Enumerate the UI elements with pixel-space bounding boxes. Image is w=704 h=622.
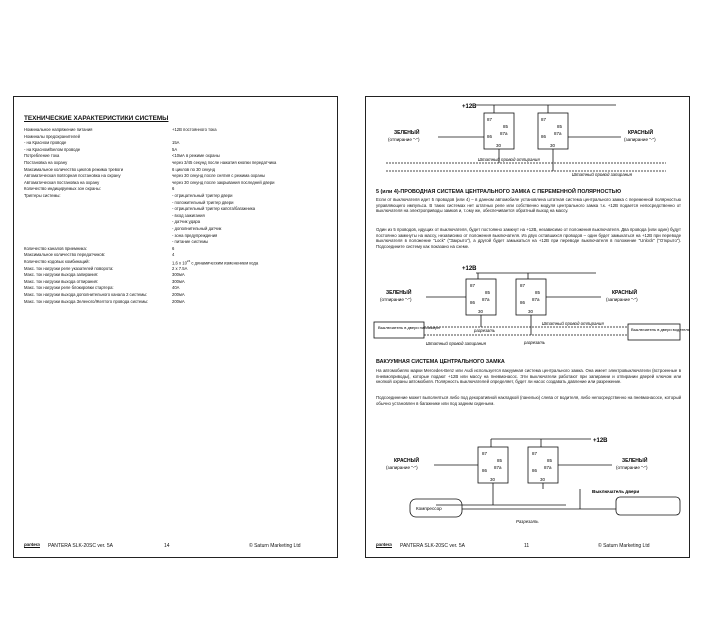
spec-value-text: 5А <box>172 146 178 152</box>
green-sub-label-3: (отпирание "-") <box>616 465 648 470</box>
spec-value-text: +12В постоянного тока <box>172 127 217 132</box>
spec-label: Макс. ток нагрузки выхода запирания: <box>24 272 99 278</box>
driver-switch-label: Выключатель в двери водителя <box>631 327 690 332</box>
footer-logo: pantera <box>24 542 40 547</box>
spec-label: Макс. ток нагрузки реле блокировки стартера: <box>24 285 114 291</box>
section1-paragraph-1: Если от выключателя идет 5 проводов (или 4) – в данном автомобиле установлена штатная система центрального замка с переменной полярностью управляющего импульса. В таких системах нет штатных реле или собственно модуля центрального замка т.к. +12В подается непосредственно от выключателя на электроприводы замков и, т.ому же, обеспечивается обратный выход на массу. <box>376 197 681 214</box>
spec-label: Потребление тока <box>24 153 60 159</box>
red-sub-label-2: (запирание "-") <box>606 297 638 302</box>
pin-86-c: 86 <box>470 300 476 305</box>
spec-label: Автоматическая повторная постановка на охрану <box>24 173 121 179</box>
spec-value <box>172 193 233 198</box>
cut-label-2: разрезать <box>524 340 546 345</box>
trigger-item: - датчик удара <box>172 219 201 225</box>
trigger-item: - зона предупреждения <box>172 232 218 238</box>
left-page <box>13 96 338 558</box>
lock-wire-label-2: Штатный провод запирания <box>426 341 486 346</box>
plus12-label-2: +12В <box>462 266 477 272</box>
spec-label: Максимальное количество передатчиков: <box>24 252 106 258</box>
spec-value <box>172 180 275 185</box>
spec-label: Автоматическая постановка на охрану <box>24 179 100 185</box>
red-label-2: КРАСНЫЙ <box>612 290 638 296</box>
green-sub-label-2: (отпирание "-") <box>380 297 412 302</box>
spec-value-text: - отрицательный триггер двери <box>172 193 233 198</box>
pin-85-d: 85 <box>535 290 541 295</box>
spec-label: Номинальное напряжение питания <box>24 127 93 132</box>
lock-wire-label: Штатный провод запирания <box>572 172 632 177</box>
spec-label: Макс. ток нагрузки выхода дополнительного канала 2 системы: <box>24 292 148 297</box>
spec-label: Макс. ток нагрузки выхода Зеленого/Желтого провода системы: <box>24 298 149 304</box>
unlock-wire-label: Штатный провод отпирания <box>478 157 540 162</box>
spec-value-text: 1,6 x 10 <box>172 260 187 266</box>
red-sub-label-3: (запирание "-") <box>386 465 418 470</box>
compressor-label: Компрессор <box>416 506 442 511</box>
pin-85: 85 <box>503 124 509 129</box>
pin-87a-f: 87a <box>544 465 552 470</box>
pin-85-e: 85 <box>497 458 503 463</box>
right-page <box>365 96 690 558</box>
spec-value <box>172 140 179 145</box>
pin-87-e: 87 <box>482 451 488 456</box>
spec-value <box>172 272 185 277</box>
pin-30-d: 30 <box>528 309 534 314</box>
pin-86-d: 86 <box>520 300 526 305</box>
spec-value <box>172 252 174 257</box>
pin-85-f: 85 <box>547 458 553 463</box>
spec-value-text: 15А <box>172 140 180 146</box>
pin-87-d: 87 <box>520 283 526 288</box>
spec-label: - на Красном/Белом проводе <box>24 146 81 152</box>
vacuum-diagram <box>366 433 691 533</box>
spec-value <box>172 160 276 165</box>
spec-value <box>172 259 258 265</box>
spec-label: Триггеры системы: <box>24 193 61 198</box>
red-label-3: КРАСНЫЙ <box>394 458 420 464</box>
relay-diagram-2 <box>366 265 691 355</box>
green-label: ЗЕЛЕНЫЙ <box>394 130 420 136</box>
pin-30-c: 30 <box>478 309 484 314</box>
spec-label: - на Красном проводе <box>24 140 67 146</box>
specs-heading: ТЕХНИЧЕСКИЕ ХАРАКТЕРИСТИКИ СИСТЕМЫ <box>24 115 169 122</box>
section1-title: 5 (или 4)-ПРОВОДНАЯ СИСТЕМА ЦЕНТРАЛЬНОГО ЗАМКА С ПЕРЕМЕННОЙ ПОЛЯРНОСТЬЮ <box>376 189 622 195</box>
spec-value <box>172 167 215 172</box>
footer-page-number-right: 11 <box>524 543 530 549</box>
spec-value-text: 6 <box>172 245 175 251</box>
spec-label: Максимальное количество циклов режима тревоги <box>24 166 124 172</box>
pin-87-c: 87 <box>470 283 476 288</box>
pin-86-e: 86 <box>482 468 488 473</box>
spec-value <box>172 127 217 132</box>
footer-page-number: 14 <box>164 543 170 549</box>
spec-value <box>172 285 179 290</box>
spec-value-text: 6 циклов по 30 секунд <box>172 166 216 172</box>
spec-value <box>172 299 185 304</box>
spec-value-text: через 30 секунд после снятия с режима охраны <box>172 173 266 179</box>
spec-value-suffix: с динамическим изменением кода <box>190 260 259 266</box>
spec-value-text: через 3/45 секунд после нажатия кнопки передатчика <box>172 160 277 165</box>
spec-value <box>172 266 187 271</box>
pin-87-b: 87 <box>541 117 547 122</box>
pin-87-f: 87 <box>532 451 538 456</box>
spec-value-text: 300мА <box>172 272 185 278</box>
pin-30: 30 <box>496 143 502 148</box>
spec-label: Постановка на охрану <box>24 160 68 165</box>
spec-label: Количество индицируемых зон охраны: <box>24 186 101 192</box>
green-sub-label: (отпирание "-") <box>388 137 420 142</box>
red-label: КРАСНЫЙ <box>628 130 654 136</box>
green-label-3: ЗЕЛЕНЫЙ <box>622 458 648 464</box>
section2-paragraph-2: Подсоединение может выполняться либо под декоративной накладкой (панелью) слева от водителя, либо непосредственно на пневмонасосе, который обычно установлен в багажнике или под задним сиденьем. <box>376 395 681 406</box>
spec-value <box>172 147 177 152</box>
pin-30-e: 30 <box>490 477 496 482</box>
spec-value-text: <10мА в режиме охраны <box>172 153 220 159</box>
spec-value-text: 200мА <box>172 298 185 304</box>
spec-value <box>172 246 174 251</box>
unlock-wire-label-2: Штатный провод отпирания <box>542 321 604 326</box>
spec-value-text: 300мА <box>172 278 185 284</box>
pin-30-b: 30 <box>550 143 556 148</box>
spec-value <box>172 173 265 178</box>
pin-87a-b: 87a <box>554 131 562 136</box>
cut-label-3: Разрезать <box>516 519 539 524</box>
footer-copyright-right: © Saturn Marketing Ltd <box>598 543 650 549</box>
spec-value-text: 4 <box>172 252 175 258</box>
plus12-label-3: +12В <box>593 438 608 444</box>
spec-value <box>172 153 220 158</box>
section1-paragraph-2: Один из 5 проводов, идущих от выключателя, будет постоянно замкнут на +12В, независимо от положения выключателя. Два провода (или один) будут постоянно замкнуты на массу, независимо от положения выключателя. Из двух оставшихся проводов – один будет замыкаться на +12В при переводе выключателя в положение "Lock" ("Закрыто"), а другой будет замыкаться на +12В при переводе выключателя в положение "Unlock" ("Открыто"). Подсоедините систему как показано на схеме. <box>376 227 681 249</box>
section2-title: ВАКУУМНАЯ СИСТЕМА ЦЕНТРАЛЬНОГО ЗАМКА <box>376 359 505 365</box>
trigger-item: - питание системы <box>172 239 209 245</box>
pin-87: 87 <box>487 117 493 122</box>
footer-copyright: © Saturn Marketing Ltd <box>249 543 301 549</box>
relay-diagram-1 <box>366 97 691 177</box>
spec-label: Макс. ток нагрузки реле указателей поворота: <box>24 265 114 271</box>
cut-label-1: разрезать <box>474 328 496 333</box>
pin-87a-d: 87a <box>532 297 540 302</box>
footer-product-right: PANTERA SLK-20SC ver. 5A <box>400 543 465 549</box>
spec-value-text: 40А <box>172 285 180 291</box>
spec-label: Количество каналов приемника: <box>24 245 87 251</box>
pin-85-b: 85 <box>557 124 563 129</box>
section2-paragraph-1: На автомобилях марки Mercedes-Benz или Audi используется вакуумная система центрального замка. Она имеет электровыключатели (встроенные в пневмоприводы), которые подают +12В или массу на пневмонасос. Эти выключатели работают при запирании и отпирании дверей ключом или кнопкой охраны автомобиля. Полярность выключателей определяет, будет ли насос создавать давление или разрежение. <box>376 368 681 385</box>
pin-87a: 87a <box>500 131 508 136</box>
trigger-item: - положительный триггер двери <box>172 199 234 205</box>
red-sub-label: (запирание "-") <box>624 137 656 142</box>
footer-logo-right: pantera <box>376 542 392 547</box>
spec-value <box>172 279 185 284</box>
trigger-item: - дополнительный датчик <box>172 226 222 231</box>
door-switch-label: Выключатель двери <box>592 489 640 494</box>
pin-86: 86 <box>487 134 493 139</box>
spec-label: Количество кодовых комбинаций: <box>24 259 90 264</box>
pin-86-f: 86 <box>532 468 538 473</box>
pin-87a-c: 87a <box>482 297 490 302</box>
footer-product: PANTERA SLK-20SC ver. 5A <box>48 543 113 549</box>
trigger-item: - вход зажигания <box>172 212 205 218</box>
plus12-label: +12В <box>462 104 477 110</box>
spec-value-text: 2 x 7.5A <box>172 265 188 271</box>
spec-label: Макс. ток нагрузки выхода отпирания: <box>24 278 99 284</box>
spec-value-text: через 30 секунд после закрывания последней двери <box>172 179 275 185</box>
pin-87a-e: 87a <box>494 465 502 470</box>
trigger-item: - отрицательный триггер капота/багажника <box>172 206 256 212</box>
spec-value-text: 200мА <box>172 292 185 297</box>
spec-value-exponent: 24 <box>186 259 191 263</box>
spec-value-text: 6 <box>172 186 175 192</box>
spec-label: Номиналы предохранителей <box>24 133 80 139</box>
pin-85-c: 85 <box>485 290 491 295</box>
green-label-2: ЗЕЛЕНЫЙ <box>386 290 412 296</box>
spec-value <box>172 186 174 191</box>
passenger-switch-label: Выключатель в двери пассажира <box>378 325 440 330</box>
pin-30-f: 30 <box>540 477 546 482</box>
spec-value <box>172 292 185 297</box>
pin-86-b: 86 <box>541 134 547 139</box>
